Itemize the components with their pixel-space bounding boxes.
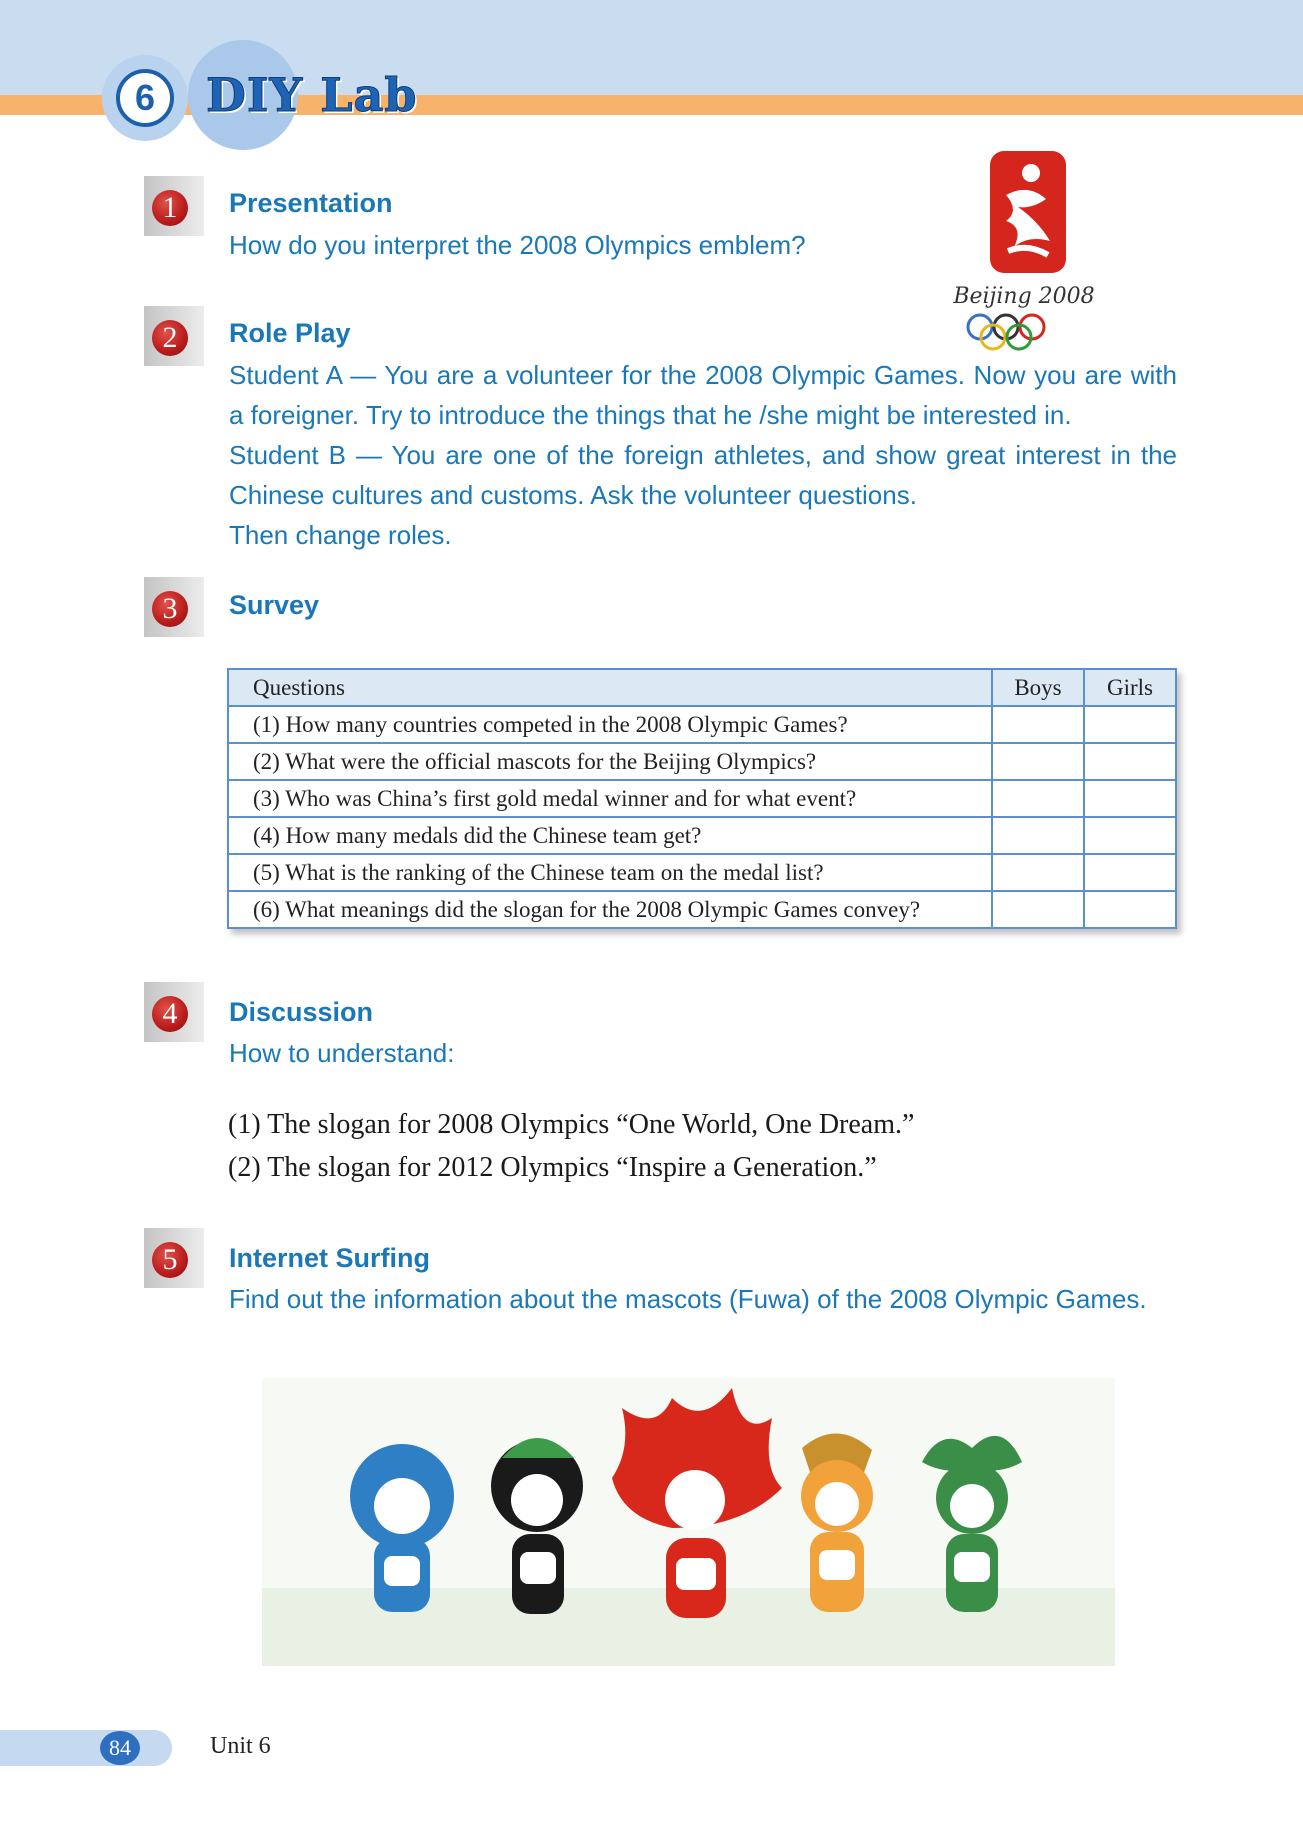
footer-unit-label: Unit 6: [210, 1733, 271, 1759]
footer-band: [0, 1730, 172, 1766]
section-number: 2: [152, 320, 188, 356]
girls-answer-cell[interactable]: [1084, 743, 1176, 780]
unit-number-badge: [102, 55, 188, 141]
boys-answer-cell[interactable]: [992, 743, 1084, 780]
girls-answer-cell[interactable]: [1084, 891, 1176, 928]
section-number: 4: [152, 996, 188, 1032]
section-marker-2: [144, 306, 204, 366]
section-marker-3: [144, 577, 204, 637]
survey-question: (2) What were the official mascots for the Beijing Olympics?: [228, 743, 992, 780]
survey-question: (4) How many medals did the Chinese team get?: [228, 817, 992, 854]
survey-question: (3) Who was China’s first gold medal winner and for what event?: [228, 780, 992, 817]
section-marker-1: [144, 176, 204, 236]
table-row: [228, 706, 1176, 743]
girls-answer-cell[interactable]: [1084, 817, 1176, 854]
survey-question: (1) How many countries competed in the 2008 Olympic Games?: [228, 706, 992, 743]
girls-answer-cell[interactable]: [1084, 854, 1176, 891]
section-number: 1: [152, 190, 188, 226]
section-body-presentation: How do you interpret the 2008 Olympics emblem?: [229, 230, 806, 260]
section-marker-4: [144, 982, 204, 1042]
section-title-internet-surfing: Internet Surfing: [229, 1243, 430, 1273]
table-row: [228, 817, 1176, 854]
boys-answer-cell[interactable]: [992, 780, 1084, 817]
fuwa-mascots-image: [262, 1378, 1115, 1666]
girls-answer-cell[interactable]: [1084, 706, 1176, 743]
boys-answer-cell[interactable]: [992, 706, 1084, 743]
section-number: 3: [152, 591, 188, 627]
column-header-girls: Girls: [1084, 669, 1176, 706]
section-title-role-play: Role Play: [229, 318, 351, 348]
beijing-2008-emblem: [928, 143, 1123, 353]
page-number: 84: [100, 1731, 140, 1765]
table-row: [228, 891, 1176, 928]
emblem-caption: Beijing 2008: [953, 284, 1095, 309]
role-play-student-b: Student B — You are one of the foreign athletes, and show great interest in the Chinese cultures and customs. Ask the volunteer questions.: [229, 440, 1177, 510]
table-row: [228, 854, 1176, 891]
role-play-student-a: Student A — You are a volunteer for the 2008 Olympic Games. Now you are with a foreigner. Try to introduce the things that he /she might be interested in.: [229, 360, 1177, 430]
section-title-discussion: Discussion: [229, 997, 374, 1027]
list-item: (1) The slogan for 2008 Olympics “One World, One Dream.”: [228, 1109, 915, 1140]
section-title-survey: Survey: [229, 590, 320, 620]
column-header-boys: Boys: [992, 669, 1084, 706]
list-item: (2) The slogan for 2012 Olympics “Inspire a Generation.”: [228, 1152, 877, 1183]
survey-table: [227, 668, 1177, 929]
section-marker-5: [144, 1228, 204, 1288]
page-title: DIY Lab: [206, 68, 418, 122]
boys-answer-cell[interactable]: [992, 891, 1084, 928]
section-number: 5: [152, 1242, 188, 1278]
boys-answer-cell[interactable]: [992, 817, 1084, 854]
unit-number: 6: [116, 69, 174, 127]
section-body-discussion: How to understand:: [229, 1038, 455, 1068]
column-header-questions: Questions: [228, 669, 992, 706]
boys-answer-cell[interactable]: [992, 854, 1084, 891]
survey-question: (5) What is the ranking of the Chinese team on the medal list?: [228, 854, 992, 891]
table-header-row: [228, 669, 1176, 706]
survey-question: (6) What meanings did the slogan for the 2008 Olympic Games convey?: [228, 891, 992, 928]
girls-answer-cell[interactable]: [1084, 780, 1176, 817]
table-row: [228, 780, 1176, 817]
role-play-instruction: Then change roles.: [229, 520, 452, 550]
section-body-internet-surfing: Find out the information about the mascots (Fuwa) of the 2008 Olympic Games.: [229, 1284, 1147, 1314]
section-title-presentation: Presentation: [229, 188, 393, 218]
discussion-list: [228, 1103, 914, 1189]
table-row: [228, 743, 1176, 780]
